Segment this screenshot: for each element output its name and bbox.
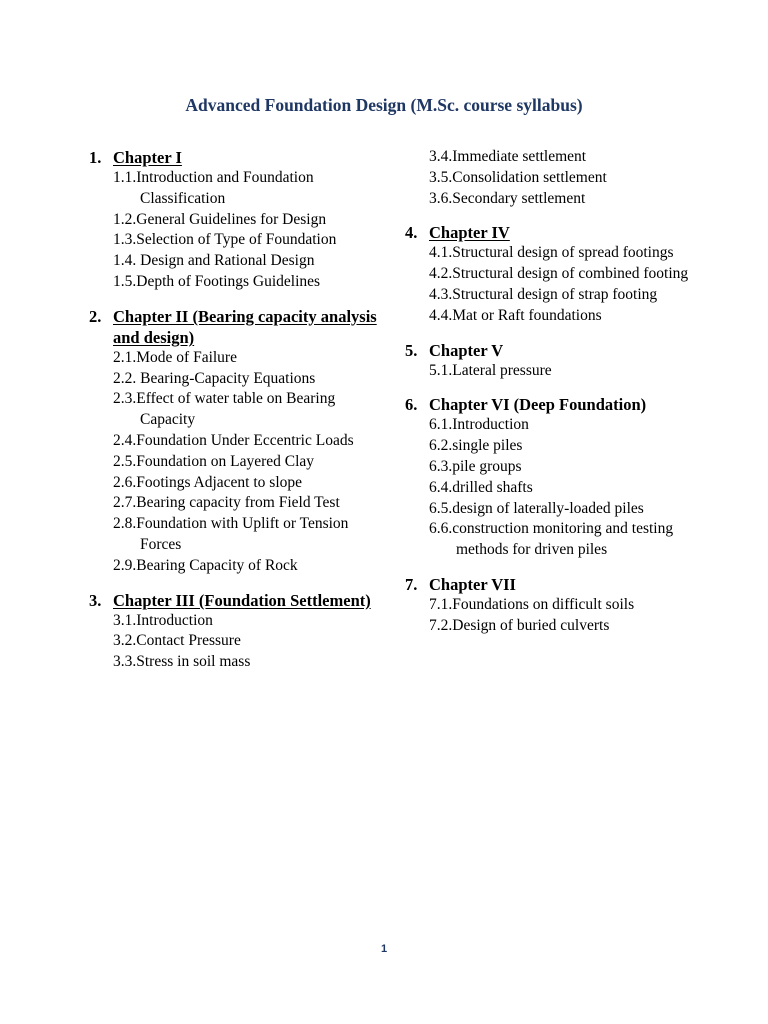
chapter-heading: [405, 394, 705, 415]
section-item: 7.1.Foundations on difficult soils: [429, 595, 635, 613]
section-item: 1.2.General Guidelines for Design: [113, 210, 327, 228]
section-item: 4.4.Mat or Raft foundations: [429, 306, 602, 324]
page-number: 1: [380, 943, 388, 955]
section-item: 6.1.Introduction: [429, 416, 529, 434]
page-title: Advanced Foundation Design (M.Sc. course syllabus): [185, 95, 583, 115]
section-list: [405, 415, 705, 561]
chapter-2: [89, 306, 379, 577]
section-list: [89, 611, 379, 673]
section-list: [89, 168, 379, 293]
chapter-1: [89, 147, 379, 293]
section-item: 4.3.Structural design of strap footing: [429, 285, 658, 303]
chapter-title: Chapter I: [113, 148, 182, 167]
section-item: 1.1.Introduction and Foundation Classification: [113, 169, 314, 207]
section-item: 6.5.design of laterally-loaded piles: [429, 499, 644, 517]
chapter-title: Chapter V: [429, 340, 504, 360]
chapter-title: Chapter VI (Deep Foundation): [429, 395, 647, 415]
chapter-heading: [405, 574, 705, 595]
chapter-3-continued: [405, 147, 705, 209]
chapter-number: 4.: [405, 223, 418, 243]
section-list: [405, 595, 705, 637]
section-item: 2.4.Foundation Under Eccentric Loads: [113, 431, 354, 449]
chapter-title: Chapter VII: [429, 574, 516, 594]
section-item: 3.6.Secondary settlement: [429, 189, 586, 207]
section-item: 4.2.Structural design of combined footing: [429, 265, 689, 283]
section-item: 3.3.Stress in soil mass: [113, 653, 251, 671]
section-item: 2.7.Bearing capacity from Field Test: [113, 494, 340, 512]
section-item: 2.3.Effect of water table on Bearing Capacity: [113, 390, 336, 429]
section-item: 1.3.Selection of Type of Foundation: [113, 231, 337, 249]
section-item: 3.5.Consolidation settlement: [429, 168, 607, 186]
section-item: 6.3.pile groups: [429, 457, 522, 475]
section-item: 2.1.Mode of Failure: [113, 348, 237, 366]
chapter-7: [405, 574, 705, 637]
section-list: [405, 243, 705, 326]
chapter-title: Chapter III (Foundation Settlement): [113, 590, 371, 610]
chapter-number: 2.: [89, 306, 102, 326]
section-item: 2.8.Foundation with Uplift or Tension Forces: [113, 515, 349, 553]
chapter-number: 1.: [89, 148, 102, 167]
section-item: 6.6.construction monitoring and testing methods for driven piles: [429, 520, 674, 559]
chapter-heading: [89, 590, 379, 611]
chapter-title: Chapter II (Bearing capacity analysis and design): [113, 306, 377, 347]
chapter-5: [405, 340, 705, 382]
chapter-4: [405, 222, 705, 326]
chapter-heading: [89, 147, 379, 168]
section-list: [405, 361, 705, 382]
section-item: 1.4. Design and Rational Design: [113, 252, 315, 270]
section-list: [405, 147, 705, 209]
chapter-title: Chapter IV: [429, 223, 510, 243]
chapter-number: 7.: [405, 574, 418, 594]
section-item: 2.9.Bearing Capacity of Rock: [113, 556, 298, 574]
section-item: 6.4.drilled shafts: [429, 478, 533, 496]
section-item: 6.2.single piles: [429, 437, 523, 455]
section-item: 3.2.Contact Pressure: [113, 632, 241, 650]
chapter-number: 3.: [89, 590, 102, 610]
section-item: 4.1.Structural design of spread footings: [429, 244, 674, 262]
chapter-3: [89, 590, 379, 673]
chapter-heading: [405, 222, 705, 243]
chapter-number: 5.: [405, 340, 418, 360]
section-item: 2.2. Bearing-Capacity Equations: [113, 369, 316, 387]
chapter-number: 6.: [405, 395, 418, 415]
section-item: 3.1.Introduction: [113, 611, 213, 629]
chapter-heading: [405, 340, 705, 361]
chapter-6: [405, 394, 705, 561]
chapter-heading: [89, 306, 379, 348]
section-list: [89, 348, 379, 577]
right-column: [405, 147, 705, 650]
section-item: 1.5.Depth of Footings Guidelines: [113, 272, 321, 290]
section-item: 2.6.Footings Adjacent to slope: [113, 473, 303, 491]
section-item: 3.4.Immediate settlement: [429, 148, 587, 165]
left-column: [89, 147, 379, 686]
section-item: 7.2.Design of buried culverts: [429, 616, 610, 634]
section-item: 5.1.Lateral pressure: [429, 361, 552, 379]
section-item: 2.5.Foundation on Layered Clay: [113, 452, 315, 470]
